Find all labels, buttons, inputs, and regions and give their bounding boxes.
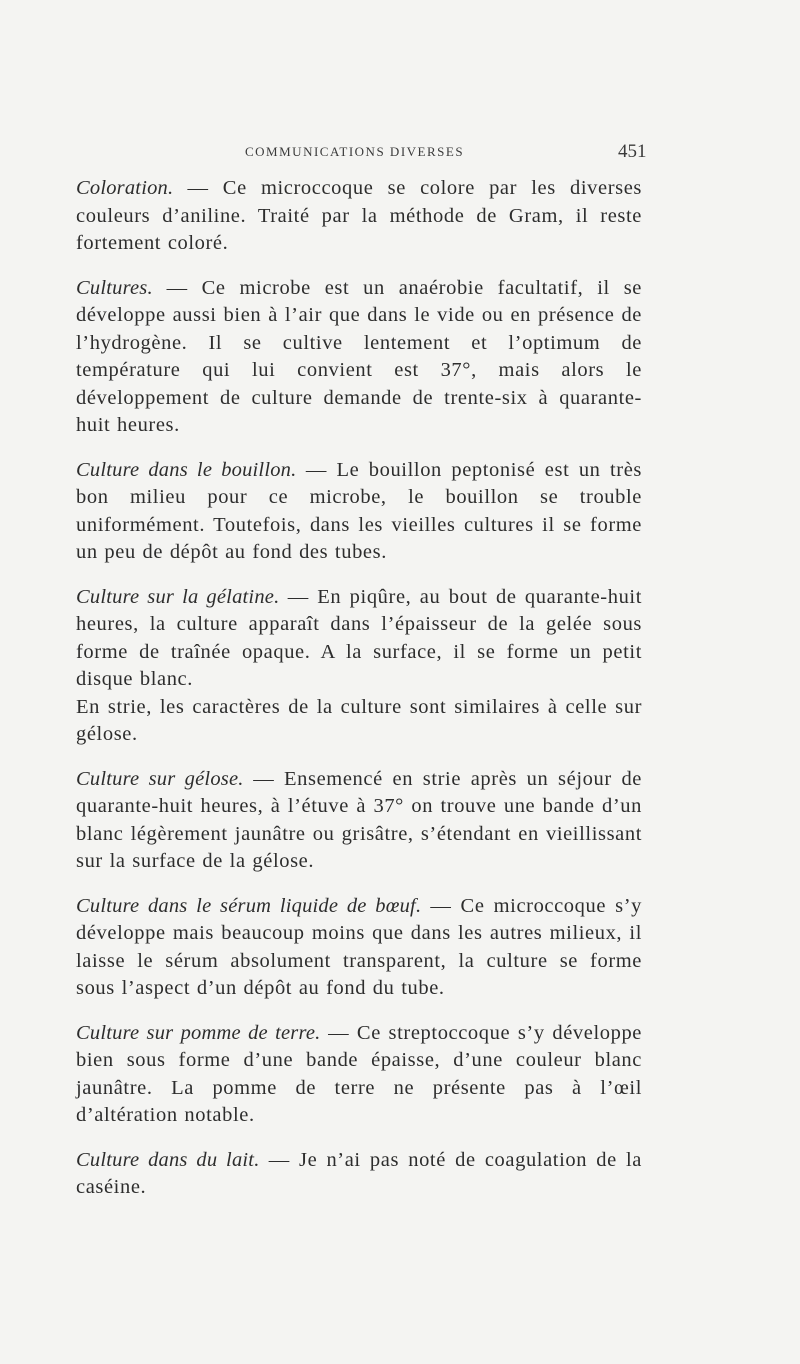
page-number: 451 xyxy=(618,141,647,162)
body-text xyxy=(76,175,642,1202)
paragraph-culture-gelose xyxy=(76,766,642,876)
paragraph-culture-lait xyxy=(76,1147,642,1202)
paragraph-text: — Je n’ai pas noté de coagulation de la caséine. xyxy=(76,1148,642,1198)
section-heading: Culture sur gélose. xyxy=(76,767,244,790)
paragraph-text: — Ce streptoccoque s’y développe bien sous forme d’une bande épaisse, d’une couleur blanc jaunâtre. La pomme de terre ne présente pas à l’œil d’altération notable. xyxy=(76,1021,642,1126)
paragraph-text: — Ce microccoque s’y développe mais beaucoup moins que dans les autres milieux, il laisse le sérum absolument transparent, la culture se forme sous l’aspect d’un dépôt au fond du tube. xyxy=(76,894,642,999)
paragraph-culture-gelatine xyxy=(76,584,642,694)
paragraph-culture-pomme-de-terre xyxy=(76,1020,642,1130)
section-heading: Culture dans le bouillon. xyxy=(76,458,297,481)
paragraph-coloration xyxy=(76,175,642,258)
paragraph-text: — Ensemencé en strie après un séjour de quarante-huit heures, à l’étuve à 37° on trouve une bande d’un blanc légèrement jaunâtre ou grisâtre, s’étendant en vieillissant sur la surface de la gélose. xyxy=(76,767,642,872)
paragraph-strie xyxy=(76,694,642,749)
paragraph-culture-bouillon xyxy=(76,457,642,567)
section-heading: Culture sur pomme de terre. xyxy=(76,1021,321,1044)
running-title: COMMUNICATIONS DIVERSES xyxy=(245,144,465,159)
paragraph-text: — Ce microccoque se colore par les diverses couleurs d’aniline. Traité par la méthode de Gram, il reste fortement coloré. xyxy=(76,177,642,254)
paragraph-text: En strie, les caractères de la culture sont similaires à celle sur gélose. xyxy=(76,695,642,745)
page-header xyxy=(0,142,800,166)
paragraph-culture-serum xyxy=(76,893,642,1003)
section-heading: Coloration. xyxy=(76,177,174,199)
paragraph-text: — Ce microbe est un anaérobie facultatif, il se développe aussi bien à l’air que dans le vide ou en présence de l’hydrogène. Il se cultive lentement et l’optimum de température qui lui convient est 37°, mais alors le développement de culture demande de trente-six à quarante-huit heures. xyxy=(76,276,642,436)
section-heading: Culture dans le sérum liquide de bœuf. xyxy=(76,894,422,917)
section-heading: Cultures. xyxy=(76,276,153,299)
paragraph-cultures xyxy=(76,275,642,440)
section-heading: Culture sur la gélatine. xyxy=(76,585,280,608)
section-heading: Culture dans du lait. xyxy=(76,1148,260,1171)
paragraph-text: — En piqûre, au bout de quarante-huit heures, la culture apparaît dans l’épaisseur de la gelée sous forme de traînée opaque. A la surface, il se forme un petit disque blanc. xyxy=(76,585,643,690)
paragraph-text: — Le bouillon peptonisé est un très bon milieu pour ce microbe, le bouillon se trouble uniformément. Toutefois, dans les vieilles cultures il se forme un peu de dépôt au fond des tubes. xyxy=(76,458,642,563)
